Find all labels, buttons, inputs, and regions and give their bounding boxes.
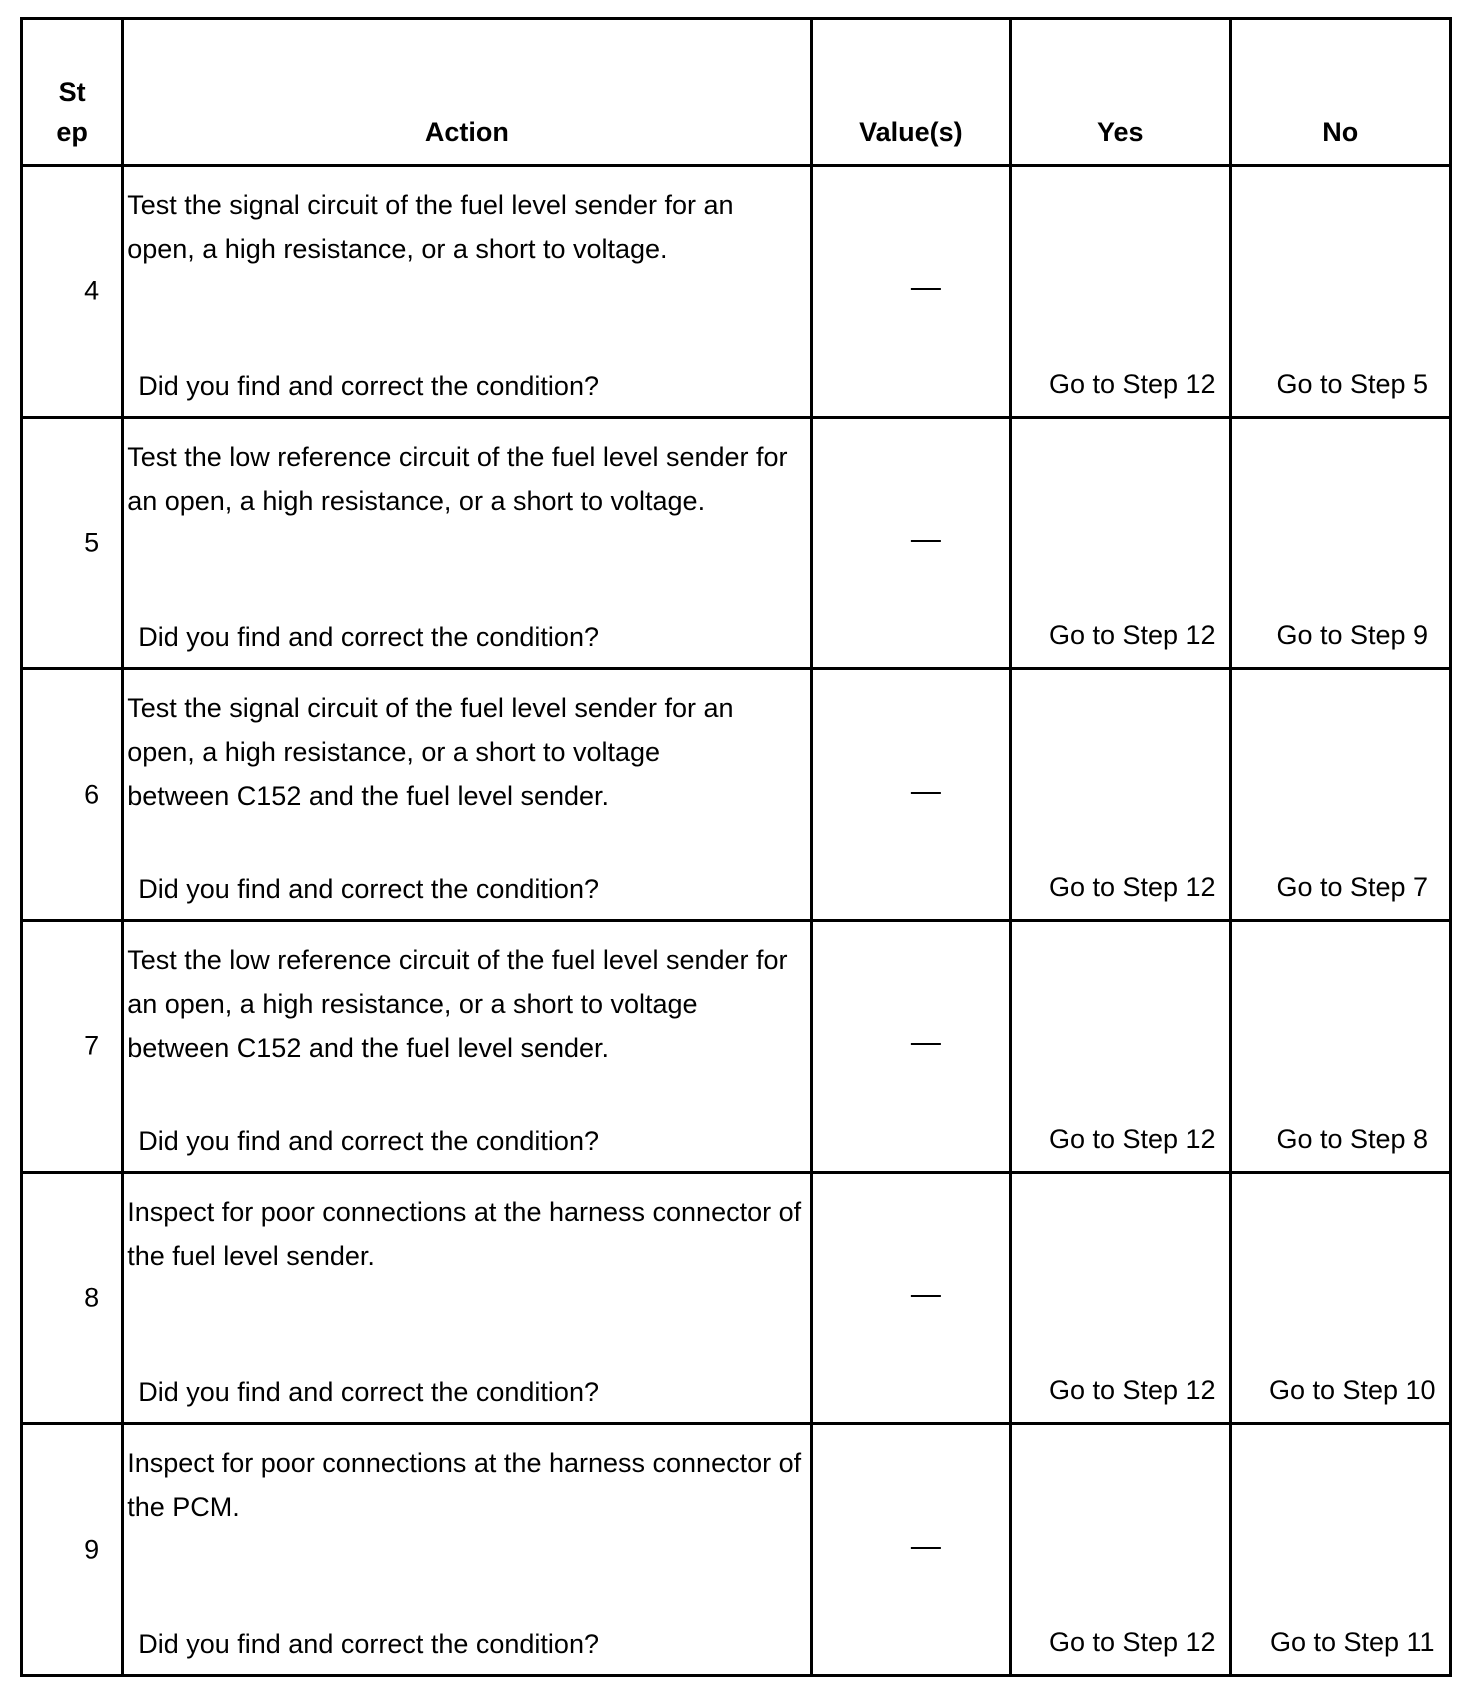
step-number: 7	[84, 1030, 100, 1061]
action-question: Did you find and correct the condition?	[138, 1629, 599, 1659]
header-no: No	[1230, 19, 1451, 166]
yes-cell	[1011, 669, 1230, 921]
value-dash: —	[910, 1529, 941, 1563]
header-values: Value(s)	[811, 19, 1010, 166]
no-goto: Go to Step 5	[1276, 368, 1429, 399]
step-number: 5	[84, 527, 100, 558]
value-dash: —	[910, 270, 941, 304]
step-number: 9	[84, 1534, 100, 1565]
yes-goto: Go to Step 12	[1048, 368, 1216, 399]
action-cell	[123, 1172, 811, 1424]
table-row	[22, 417, 1451, 669]
value-cell	[811, 417, 1010, 669]
table-row	[22, 166, 1451, 418]
action-text: Test the low reference circuit of the fuel level sender for an open, a high resistance, or a short to voltage.	[127, 441, 788, 516]
value-cell	[811, 669, 1010, 921]
table-row	[22, 669, 1451, 921]
action-text: Inspect for poor connections at the harness connector of the fuel level sender.	[127, 1196, 802, 1271]
no-goto: Go to Step 11	[1269, 1627, 1435, 1657]
value-cell	[811, 920, 1010, 1172]
yes-goto: Go to Step 12	[1048, 871, 1216, 902]
value-dash: —	[910, 522, 941, 556]
no-goto: Go to Step 10	[1268, 1375, 1436, 1406]
value-dash: —	[910, 1277, 941, 1311]
yes-goto: Go to Step 12	[1048, 1627, 1216, 1657]
no-goto: Go to Step 7	[1276, 871, 1429, 902]
action-cell	[123, 669, 811, 921]
header-row	[22, 19, 1451, 166]
table-row	[22, 920, 1451, 1172]
table-row	[22, 1424, 1451, 1676]
table-row	[22, 1172, 1451, 1424]
no-cell	[1230, 1172, 1451, 1424]
action-cell	[123, 417, 811, 669]
value-cell	[811, 1172, 1010, 1424]
action-cell	[123, 920, 811, 1172]
step-cell	[22, 166, 123, 418]
header-step-line2: ep	[56, 117, 88, 147]
action-text: Test the signal circuit of the fuel level sender for an open, a high resistance, or a short to voltage.	[127, 190, 734, 264]
action-cell	[123, 1424, 811, 1676]
action-cell	[123, 166, 811, 418]
value-dash: —	[910, 1025, 941, 1059]
header-step	[22, 19, 123, 166]
value-cell	[811, 1424, 1010, 1676]
no-goto: Go to Step 8	[1276, 1123, 1429, 1154]
no-cell	[1230, 669, 1451, 921]
yes-goto: Go to Step 12	[1048, 1375, 1216, 1406]
action-question: Did you find and correct the condition?	[138, 1125, 599, 1156]
no-cell	[1230, 166, 1451, 418]
yes-goto: Go to Step 12	[1048, 620, 1216, 651]
no-cell	[1230, 920, 1451, 1172]
action-question: Did you find and correct the condition?	[138, 1377, 599, 1408]
yes-goto: Go to Step 12	[1048, 1123, 1216, 1154]
yes-cell	[1011, 417, 1230, 669]
yes-cell	[1011, 166, 1230, 418]
no-cell	[1230, 1424, 1451, 1676]
value-cell	[811, 166, 1010, 418]
step-number: 8	[84, 1282, 100, 1313]
no-cell	[1230, 417, 1451, 669]
yes-cell	[1011, 1172, 1230, 1424]
value-dash: —	[910, 774, 941, 808]
step-cell	[22, 669, 123, 921]
action-question: Did you find and correct the condition?	[138, 873, 599, 904]
diagnostic-table	[20, 17, 1452, 1677]
step-number: 6	[84, 779, 100, 810]
step-cell	[22, 417, 123, 669]
action-question: Did you find and correct the condition?	[138, 622, 599, 653]
no-goto: Go to Step 9	[1276, 620, 1429, 651]
step-cell	[22, 1424, 123, 1676]
step-number: 4	[84, 275, 100, 306]
yes-cell	[1011, 920, 1230, 1172]
action-text: Test the low reference circuit of the fuel level sender for an open, a high resistance, or a short to voltage between C152 and the fuel level sender.	[127, 944, 788, 1063]
header-step-line1: St	[58, 77, 86, 107]
yes-cell	[1011, 1424, 1230, 1676]
action-question: Did you find and correct the condition?	[138, 370, 599, 401]
action-text: Inspect for poor connections at the harness connector of the PCM.	[127, 1448, 802, 1523]
step-cell	[22, 1172, 123, 1424]
step-cell	[22, 920, 123, 1172]
header-yes: Yes	[1011, 19, 1230, 166]
header-action: Action	[123, 19, 811, 166]
action-text: Test the signal circuit of the fuel level sender for an open, a high resistance, or a short to voltage between C152 and the fuel level sender.	[127, 693, 734, 812]
